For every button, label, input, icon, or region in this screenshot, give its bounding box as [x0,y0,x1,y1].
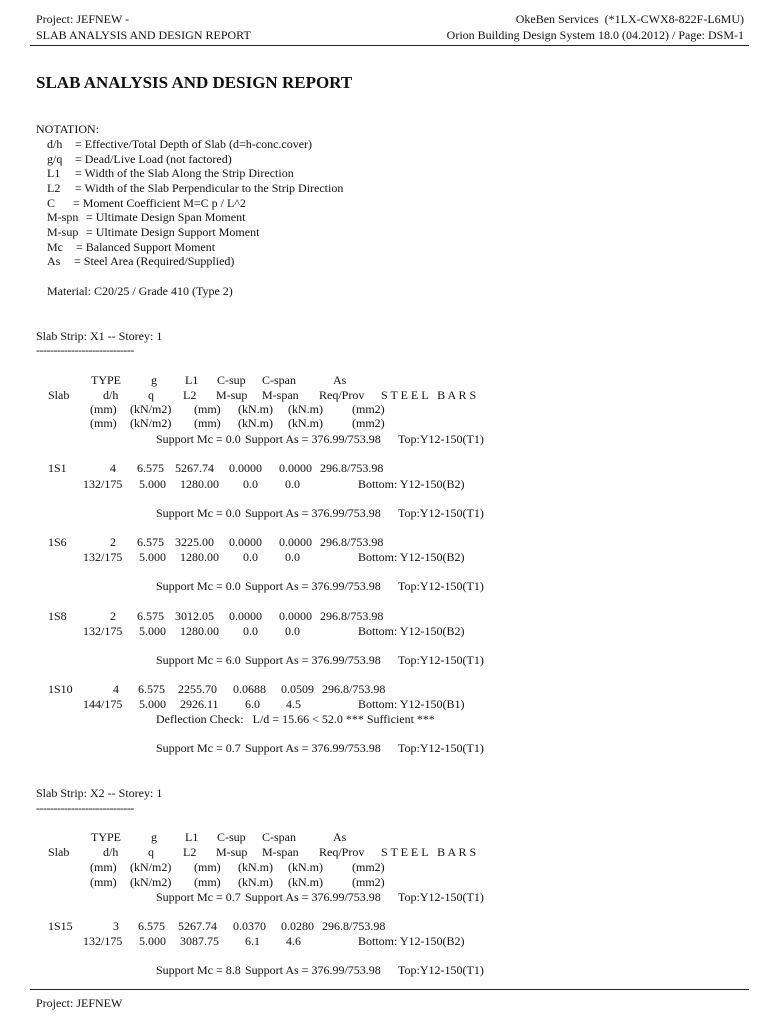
support-mc: Support Mc = 8.8 [156,963,241,977]
slab-bottom-bars: Bottom: Y12-150(B2) [358,477,465,491]
col-slab: Slab [48,388,70,402]
strip-title: Slab Strip: X1 -- Storey: 1 [36,329,163,343]
slab-csup: 0.0688 [233,682,266,696]
slab-id: 1S6 [48,535,67,549]
col-reqprov: Req/Prov [319,388,365,402]
col-as: As [333,830,347,844]
notation-desc: = Moment Coefficient M=C p / L^2 [73,196,246,210]
slab-l1: 5267.74 [178,919,217,933]
slab-q: 5.000 [139,624,166,638]
unit-knm: (kN.m) [238,860,273,874]
support-top-bars: Top:Y12-150(T1) [398,653,484,667]
col-cspan: C-span [262,830,296,844]
support-as: Support As = 376.99/753.98 [245,741,381,755]
slab-bottom-bars: Bottom: Y12-150(B2) [358,624,465,638]
notation-desc: = Steel Area (Required/Supplied) [74,254,235,268]
support-as: Support As = 376.99/753.98 [245,653,381,667]
slab-msup: 6.1 [245,934,260,948]
slab-dh: 132/175 [83,624,123,638]
slab-l2: 1280.00 [180,477,219,491]
slab-l2: 2926.11 [180,697,219,711]
unit-knm2: (kN/m2) [130,402,172,416]
notation-heading: NOTATION: [36,122,100,136]
col-steel-bars: S T E E L B A R S [381,845,477,859]
unit-knm2: (kN/m2) [130,875,172,889]
unit-mm: (mm) [90,402,117,416]
notation-symbol: As [47,254,61,268]
col-l1: L1 [185,373,199,387]
slab-g: 6.575 [138,919,165,933]
col-g: g [151,830,157,844]
slab-as: 296.8/753.98 [322,682,386,696]
footer-project: Project: JEFNEW [36,996,123,1010]
col-reqprov: Req/Prov [319,845,365,859]
unit-knm: (kN.m) [288,875,323,889]
unit-mm: (mm) [90,860,117,874]
slab-csup: 0.0000 [229,535,262,549]
col-steel-bars: S T E E L B A R S [381,388,477,402]
slab-csup: 0.0000 [229,609,262,623]
slab-as: 296.8/753.98 [322,919,386,933]
col-msup: M-sup [216,845,248,859]
unit-mm2: (mm2) [352,402,385,416]
slab-mspan: 4.5 [286,697,301,711]
col-as: As [333,373,347,387]
strip-title-underline: ---------------------------- [36,343,134,357]
support-mc: Support Mc = 0.0 [156,579,241,593]
support-as: Support As = 376.99/753.98 [245,890,381,904]
slab-type: 2 [110,609,116,623]
unit-mm: (mm) [194,402,221,416]
slab-l1: 3225.00 [175,535,214,549]
notation-symbol: L2 [47,181,61,195]
unit-mm: (mm) [194,875,221,889]
slab-cspan: 0.0280 [281,919,314,933]
unit-knm: (kN.m) [288,402,323,416]
slab-q: 5.000 [139,697,166,711]
support-top-bars: Top:Y12-150(T1) [398,432,484,446]
slab-cspan: 0.0000 [279,461,312,475]
unit-knm: (kN.m) [288,860,323,874]
header-report-name: SLAB ANALYSIS AND DESIGN REPORT [36,28,251,42]
slab-l2: 3087.75 [180,934,219,948]
slab-q: 5.000 [139,934,166,948]
notation-symbol: d/h [47,137,63,151]
col-l2: L2 [183,845,197,859]
col-dh: d/h [103,845,119,859]
slab-msup: 0.0 [243,550,258,564]
notation-symbol: L1 [47,166,61,180]
unit-knm2: (kN/m2) [130,416,172,430]
col-type: TYPE [91,830,121,844]
notation-desc: = Ultimate Design Span Moment [86,210,246,224]
unit-mm2: (mm2) [352,875,385,889]
support-as: Support As = 376.99/753.98 [245,506,381,520]
support-top-bars: Top:Y12-150(T1) [398,506,484,520]
notation-symbol: g/q [47,152,63,166]
page-title: SLAB ANALYSIS AND DESIGN REPORT [36,73,353,92]
slab-cspan: 0.0509 [281,682,314,696]
slab-l1: 3012.05 [175,609,214,623]
slab-type: 4 [113,682,119,696]
slab-mspan: 4.6 [286,934,301,948]
notation-desc: = Width of the Slab Perpendicular to the Strip Direction [75,181,344,195]
col-q: q [148,388,154,402]
col-mspan: M-span [262,388,299,402]
slab-type: 3 [113,919,119,933]
slab-q: 5.000 [139,550,166,564]
unit-mm: (mm) [90,875,117,889]
col-csup: C-sup [217,373,246,387]
notation-symbol: M-sup [47,225,79,239]
unit-knm: (kN.m) [238,875,273,889]
slab-id: 1S1 [48,461,67,475]
support-mc: Support Mc = 0.7 [156,741,241,755]
unit-mm: (mm) [194,860,221,874]
slab-dh: 132/175 [83,550,123,564]
slab-msup: 0.0 [243,624,258,638]
col-g: g [151,373,157,387]
header-divider [30,45,749,46]
support-as: Support As = 376.99/753.98 [245,963,381,977]
slab-bottom-bars: Bottom: Y12-150(B2) [358,550,465,564]
slab-type: 2 [110,535,116,549]
slab-id: 1S8 [48,609,67,623]
header-project: Project: JEFNEW - [36,12,130,26]
slab-id: 1S15 [48,919,73,933]
support-top-bars: Top:Y12-150(T1) [398,741,484,755]
slab-csup: 0.0000 [229,461,262,475]
unit-mm2: (mm2) [352,416,385,430]
slab-g: 6.575 [137,461,164,475]
strip-title: Slab Strip: X2 -- Storey: 1 [36,786,163,800]
slab-bottom-bars: Bottom: Y12-150(B2) [358,934,465,948]
slab-csup: 0.0370 [233,919,266,933]
slab-l1: 2255.70 [178,682,217,696]
unit-knm: (kN.m) [238,416,273,430]
material-spec: Material: C20/25 / Grade 410 (Type 2) [47,284,233,298]
slab-mspan: 0.0 [285,624,300,638]
slab-cspan: 0.0000 [279,535,312,549]
slab-msup: 0.0 [243,477,258,491]
col-type: TYPE [91,373,121,387]
notation-symbol: C [47,196,56,210]
slab-g: 6.575 [137,609,164,623]
footer-divider [30,989,749,990]
slab-l2: 1280.00 [180,624,219,638]
col-l2: L2 [183,388,197,402]
slab-msup: 6.0 [245,697,260,711]
slab-mspan: 0.0 [285,550,300,564]
slab-g: 6.575 [138,682,165,696]
col-cspan: C-span [262,373,296,387]
unit-knm2: (kN/m2) [130,860,172,874]
col-mspan: M-span [262,845,299,859]
slab-mspan: 0.0 [285,477,300,491]
col-dh: d/h [103,388,119,402]
slab-as: 296.8/753.98 [320,461,384,475]
notation-desc: = Effective/Total Depth of Slab (d=h-conc.cover) [75,137,313,151]
notation-desc: = Balanced Support Moment [76,240,216,254]
col-slab: Slab [48,845,70,859]
slab-as: 296.8/753.98 [320,609,384,623]
slab-type: 4 [110,461,116,475]
support-mc: Support Mc = 6.0 [156,653,241,667]
support-as: Support As = 376.99/753.98 [245,579,381,593]
notation-desc: = Ultimate Design Support Moment [86,225,260,239]
support-top-bars: Top:Y12-150(T1) [398,890,484,904]
slab-cspan: 0.0000 [279,609,312,623]
unit-mm2: (mm2) [352,860,385,874]
col-l1: L1 [185,830,199,844]
support-top-bars: Top:Y12-150(T1) [398,963,484,977]
support-mc: Support Mc = 0.0 [156,432,241,446]
slab-as: 296.8/753.98 [320,535,384,549]
notation-desc: = Dead/Live Load (not factored) [75,152,232,166]
unit-knm: (kN.m) [288,416,323,430]
slab-bottom-bars: Bottom: Y12-150(B1) [358,697,465,711]
slab-id: 1S10 [48,682,73,696]
unit-mm: (mm) [194,416,221,430]
notation-desc: = Width of the Slab Along the Strip Direction [75,166,294,180]
deflection-check: Deflection Check: L/d = 15.66 < 52.0 *** Sufficient *** [156,712,435,726]
col-q: q [148,845,154,859]
slab-q: 5.000 [139,477,166,491]
notation-symbol: M-spn [47,210,79,224]
support-mc: Support Mc = 0.0 [156,506,241,520]
col-msup: M-sup [216,388,248,402]
slab-dh: 144/175 [83,697,123,711]
slab-dh: 132/175 [83,477,123,491]
header-software-page: Orion Building Design System 18.0 (04.2012) / Page: DSM-1 [446,28,744,42]
support-as: Support As = 376.99/753.98 [245,432,381,446]
unit-mm: (mm) [90,416,117,430]
support-mc: Support Mc = 0.7 [156,890,241,904]
slab-l2: 1280.00 [180,550,219,564]
notation-symbol: Mc [47,240,63,254]
col-csup: C-sup [217,830,246,844]
slab-l1: 5267.74 [175,461,214,475]
support-top-bars: Top:Y12-150(T1) [398,579,484,593]
unit-knm: (kN.m) [238,402,273,416]
slab-dh: 132/175 [83,934,123,948]
slab-g: 6.575 [137,535,164,549]
header-company: OkeBen Services (*1LX-CWX8-822F-L6MU) [515,12,744,26]
strip-title-underline: ---------------------------- [36,801,134,815]
